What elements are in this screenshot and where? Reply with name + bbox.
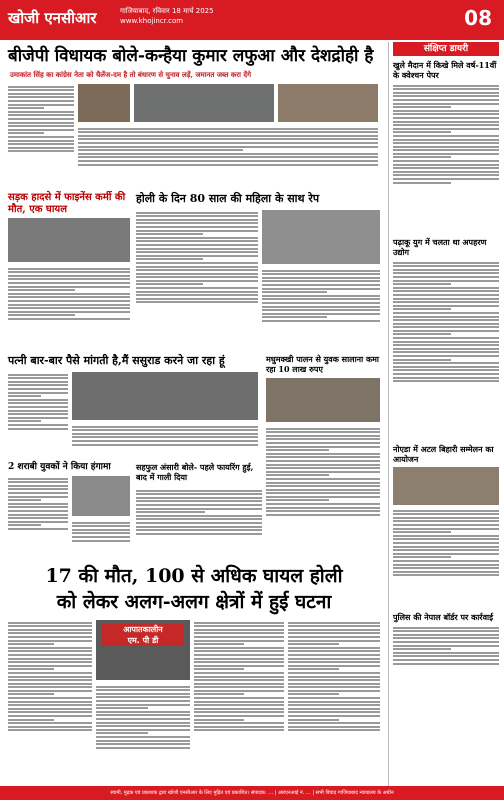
bottom-body-1: [8, 620, 92, 782]
story6-body: [8, 476, 68, 556]
story7-body: [136, 488, 262, 556]
sidebar-banner: संक्षिप्त डायरी: [393, 42, 499, 56]
main-column: [4, 42, 382, 786]
masthead-website: www.khojincr.com: [120, 17, 184, 25]
lead-photo-1: [78, 84, 130, 122]
sidebar-story3-body: [393, 508, 499, 608]
story2-headline: सड़क हादसे में फाइनेंस कर्मी की मौत, एक घायल: [8, 192, 126, 215]
sign-text: आपातकालीन: [123, 625, 163, 634]
masthead-date: गाजियाबाद, रविवार 18 मार्च 2025: [120, 7, 214, 15]
sidebar-photo: [393, 467, 499, 505]
sidebar-story4-body: [393, 625, 499, 685]
sidebar-story4-headline: पुलिस की नेपाल बॉर्डर पर कार्रवाई: [393, 612, 494, 622]
lead-photo-2: [134, 84, 274, 122]
lead-subhead: उमाकांत सिंह का कांग्रेस नेता को चैलेंज-दम है तो बंधारण से चुनाव लड़ें, जमानत जब्त करा देंगे: [10, 70, 252, 79]
story7-headline: सहफुल अंसारी बोले- पहले फायरिंग हुई, बाद में गाली दिया: [136, 462, 254, 482]
story3-photo: [262, 210, 380, 264]
lead-photo-3: [278, 84, 378, 122]
lead-body-1: [8, 84, 74, 186]
story6-photo: [72, 476, 130, 516]
bottom-body-4: [288, 620, 380, 782]
bottom-body-3: [194, 620, 284, 782]
masthead-meta: [120, 6, 420, 26]
bottom-body-2: [96, 684, 190, 782]
story4-body-2: [72, 424, 258, 458]
story2-body: [8, 266, 130, 348]
story4-body: [8, 372, 68, 458]
story4-headline: पत्नी बार-बार पैसे मांगती है,मैं ससुराड करने जा रहा हूं: [8, 354, 225, 367]
sign-text-2: एम. पी डी: [127, 636, 159, 645]
lead-headline: बीजेपी विधायक बोले-कन्हैया कुमार लफुआ और देशद्रोही है: [8, 46, 374, 66]
sidebar-story2-body: [393, 260, 499, 440]
story4-photo: [72, 372, 258, 420]
story6-body-2: [72, 520, 130, 556]
footer: स्वामी, मुद्रक एवं प्रकाशक द्वारा खोजी एनसीआर के लिए मुद्रित एवं प्रकाशित। संपादक: … | आरएनआई नं. … | सभी विवाद गाजियाबाद न्यायालय के अधीन: [0, 786, 504, 800]
story3-body-2: [262, 268, 380, 348]
sidebar-story1-body: [393, 83, 499, 233]
story3-headline: होली के दिन 80 साल की महिला के साथ रेप: [136, 192, 320, 205]
sidebar-story3-headline: नोएडा में अटल बिहारी सम्मेलन का आयोजन: [393, 444, 494, 464]
bottom-headline-line2: को लेकर अलग-अलग क्षेत्रों में हुई घटना: [56, 591, 332, 613]
ambulance-sign: [102, 624, 184, 646]
page-number: 08: [464, 6, 492, 30]
lead-body-2: [78, 126, 378, 186]
sidebar: [388, 42, 500, 786]
story2-photo: [8, 218, 130, 262]
sidebar-story2-headline: पढ़ाकू युग में चलता था अपहरण उद्योग: [393, 237, 487, 257]
bottom-photo: [96, 620, 190, 680]
newspaper-name: खोजी एनसीआर: [8, 9, 97, 27]
story6-headline: 2 शराबी युवकों ने किया हंगामा: [8, 462, 111, 472]
masthead: [0, 0, 504, 40]
story3-body: [136, 210, 258, 348]
story5-photo: [266, 378, 380, 422]
story5-body: [266, 426, 380, 556]
story5-headline: मधुमक्खी पालन से युवक सालाना कमा रहा 10 लाख रुपए: [266, 354, 379, 374]
bottom-headline-line1: 17 की मौत, 100 से अधिक घायल होली: [45, 565, 343, 587]
sidebar-story1-headline: खुले मैदान में किखे मिले वर्ष-11वीं के क्वेश्चन पेपर: [393, 60, 497, 80]
